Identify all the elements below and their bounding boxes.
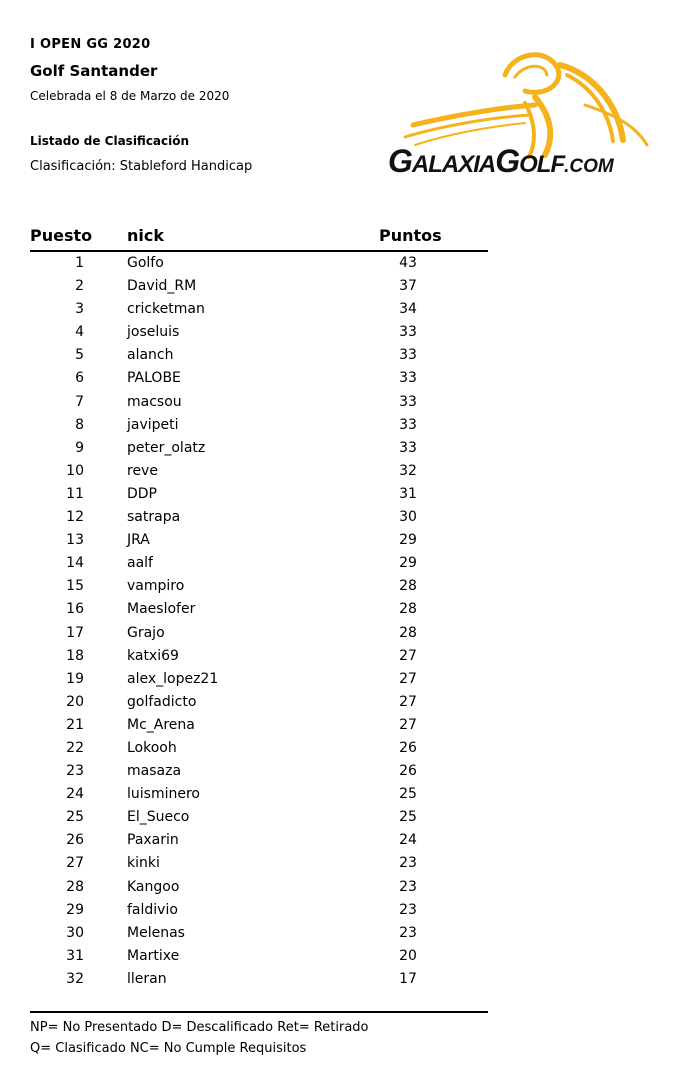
row-points: 25 bbox=[399, 809, 417, 826]
row-position: 13 bbox=[66, 532, 84, 549]
row-position: 1 bbox=[75, 255, 84, 271]
row-position: 30 bbox=[66, 924, 84, 941]
table-row bbox=[30, 622, 488, 645]
event-title: I OPEN GG 2020 bbox=[30, 37, 151, 52]
legend-line-1: NP= No Presentado D= Descalificado Ret= Retirado bbox=[30, 1020, 369, 1035]
table-row bbox=[30, 760, 488, 783]
legend-line-2: Q= Clasificado NC= No Cumple Requisitos bbox=[30, 1041, 307, 1056]
table-row bbox=[30, 414, 488, 437]
row-position: 15 bbox=[66, 578, 84, 595]
row-points: 33 bbox=[399, 439, 417, 456]
row-points: 31 bbox=[399, 485, 417, 502]
row-nick: peter_olatz bbox=[127, 439, 206, 456]
table-row bbox=[30, 668, 488, 691]
row-nick: Martixe bbox=[127, 947, 180, 964]
table-row bbox=[30, 852, 488, 875]
row-nick: David_RM bbox=[127, 278, 197, 295]
row-position: 28 bbox=[66, 878, 84, 895]
row-position: 32 bbox=[66, 970, 84, 987]
table-row bbox=[30, 922, 488, 945]
row-points: 25 bbox=[399, 786, 417, 803]
row-nick: katxi69 bbox=[127, 647, 179, 664]
row-points: 30 bbox=[399, 509, 417, 526]
row-position: 16 bbox=[66, 601, 84, 618]
row-nick: lleran bbox=[127, 970, 167, 987]
row-position: 31 bbox=[66, 947, 84, 964]
row-position: 29 bbox=[66, 901, 84, 918]
listing-title: Listado de Clasificación bbox=[30, 134, 190, 148]
table-row bbox=[30, 391, 488, 414]
table-row bbox=[30, 945, 488, 968]
row-points: 24 bbox=[399, 832, 417, 849]
row-points: 23 bbox=[399, 878, 417, 895]
row-points: 28 bbox=[399, 624, 417, 641]
row-points: 43 bbox=[399, 255, 417, 271]
row-position: 10 bbox=[66, 462, 84, 479]
row-points: 27 bbox=[399, 647, 417, 664]
row-position: 19 bbox=[66, 670, 84, 687]
row-nick: javipeti bbox=[127, 416, 179, 433]
row-nick: cricketman bbox=[127, 301, 205, 318]
row-nick: aalf bbox=[127, 555, 153, 572]
row-nick: Golfo bbox=[127, 255, 164, 271]
row-position: 17 bbox=[66, 624, 84, 641]
row-points: 32 bbox=[399, 462, 417, 479]
table-row bbox=[30, 483, 488, 506]
row-nick: vampiro bbox=[127, 578, 185, 595]
row-position: 3 bbox=[75, 301, 84, 318]
row-points: 23 bbox=[399, 924, 417, 941]
table-row bbox=[30, 737, 488, 760]
row-position: 2 bbox=[75, 278, 84, 295]
course-name: Golf Santander bbox=[30, 62, 158, 80]
row-points: 29 bbox=[399, 555, 417, 572]
row-position: 9 bbox=[75, 439, 84, 456]
row-nick: reve bbox=[127, 462, 158, 479]
row-points: 26 bbox=[399, 739, 417, 756]
table-row bbox=[30, 437, 488, 460]
table-row bbox=[30, 598, 488, 621]
table-row bbox=[30, 252, 488, 275]
table-header bbox=[30, 226, 488, 252]
table-row bbox=[30, 968, 488, 991]
column-header-puntos: Puntos bbox=[379, 226, 442, 245]
table-row bbox=[30, 298, 488, 321]
row-points: 33 bbox=[399, 347, 417, 364]
row-position: 12 bbox=[66, 509, 84, 526]
row-position: 20 bbox=[66, 693, 84, 710]
row-nick: satrapa bbox=[127, 509, 181, 526]
row-nick: Kangoo bbox=[127, 878, 180, 895]
row-nick: golfadicto bbox=[127, 693, 197, 710]
row-nick: luisminero bbox=[127, 786, 200, 803]
row-position: 14 bbox=[66, 555, 84, 572]
row-nick: alanch bbox=[127, 347, 174, 364]
row-position: 4 bbox=[75, 324, 84, 341]
results-table bbox=[30, 252, 488, 991]
table-row bbox=[30, 806, 488, 829]
row-nick: Grajo bbox=[127, 624, 165, 641]
row-position: 27 bbox=[66, 855, 84, 872]
row-points: 28 bbox=[399, 578, 417, 595]
table-row bbox=[30, 506, 488, 529]
row-position: 25 bbox=[66, 809, 84, 826]
column-header-nick: nick bbox=[127, 226, 164, 245]
row-nick: PALOBE bbox=[127, 370, 181, 387]
row-position: 22 bbox=[66, 739, 84, 756]
row-nick: masaza bbox=[127, 763, 182, 780]
row-points: 17 bbox=[399, 970, 417, 987]
row-points: 34 bbox=[399, 301, 417, 318]
row-points: 33 bbox=[399, 370, 417, 387]
row-nick: Paxarin bbox=[127, 832, 179, 849]
table-row bbox=[30, 783, 488, 806]
table-row bbox=[30, 344, 488, 367]
table-row bbox=[30, 691, 488, 714]
legend-footer bbox=[30, 1011, 488, 1059]
row-nick: alex_lopez21 bbox=[127, 670, 219, 687]
column-header-puesto: Puesto bbox=[30, 226, 93, 245]
row-points: 23 bbox=[399, 901, 417, 918]
row-position: 26 bbox=[66, 832, 84, 849]
row-position: 6 bbox=[75, 370, 84, 387]
row-nick: joseluis bbox=[127, 324, 180, 341]
table-row bbox=[30, 714, 488, 737]
row-nick: Mc_Arena bbox=[127, 716, 195, 733]
row-nick: DDP bbox=[127, 485, 158, 502]
row-position: 18 bbox=[66, 647, 84, 664]
row-points: 28 bbox=[399, 601, 417, 618]
table-row bbox=[30, 460, 488, 483]
row-position: 7 bbox=[75, 393, 84, 410]
row-position: 5 bbox=[75, 347, 84, 364]
table-row bbox=[30, 575, 488, 598]
row-position: 24 bbox=[66, 786, 84, 803]
classification-type: Clasificación: Stableford Handicap bbox=[30, 159, 253, 174]
row-nick: El_Sueco bbox=[127, 809, 190, 826]
row-nick: Melenas bbox=[127, 924, 185, 941]
row-position: 21 bbox=[66, 716, 84, 733]
table-row bbox=[30, 367, 488, 390]
row-position: 11 bbox=[66, 485, 84, 502]
row-points: 33 bbox=[399, 324, 417, 341]
row-nick: JRA bbox=[127, 532, 150, 549]
galaxiagolf-logo bbox=[385, 45, 665, 195]
event-date: Celebrada el 8 de Marzo de 2020 bbox=[30, 89, 230, 103]
row-points: 33 bbox=[399, 393, 417, 410]
table-row bbox=[30, 275, 488, 298]
row-nick: macsou bbox=[127, 393, 182, 410]
table-row bbox=[30, 829, 488, 852]
table-row bbox=[30, 552, 488, 575]
row-points: 33 bbox=[399, 416, 417, 433]
table-row bbox=[30, 529, 488, 552]
row-nick: faldivio bbox=[127, 901, 178, 918]
row-nick: Lokooh bbox=[127, 739, 177, 756]
row-points: 23 bbox=[399, 855, 417, 872]
row-nick: Maeslofer bbox=[127, 601, 196, 618]
row-points: 20 bbox=[399, 947, 417, 964]
row-points: 27 bbox=[399, 716, 417, 733]
row-points: 37 bbox=[399, 278, 417, 295]
row-points: 27 bbox=[399, 670, 417, 687]
row-nick: kinki bbox=[127, 855, 160, 872]
logo-wordmark: GALAXIAGOLF.COM bbox=[388, 143, 614, 179]
row-points: 29 bbox=[399, 532, 417, 549]
row-points: 26 bbox=[399, 763, 417, 780]
row-position: 23 bbox=[66, 763, 84, 780]
table-row bbox=[30, 645, 488, 668]
table-row bbox=[30, 876, 488, 899]
row-position: 8 bbox=[75, 416, 84, 433]
table-row bbox=[30, 321, 488, 344]
row-points: 27 bbox=[399, 693, 417, 710]
table-row bbox=[30, 899, 488, 922]
